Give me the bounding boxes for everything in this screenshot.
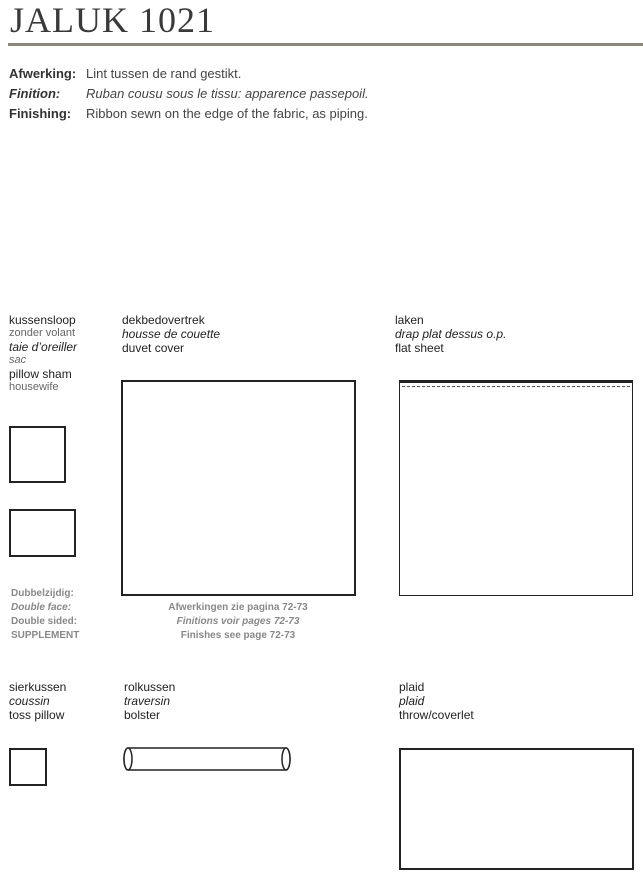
toss-pillow-nl: sierkussen (9, 680, 67, 694)
pillowcase-en-sub: housewife (9, 381, 59, 393)
double-nl: Dubbelzijdig: (11, 588, 74, 599)
finishing-text-fr: Ruban cousu sous le tissu: apparence passepoil. (86, 86, 369, 101)
double-sided-note (11, 587, 79, 643)
bolster-en: bolster (124, 708, 161, 722)
bolster-end-right (282, 748, 290, 770)
finishes-en: Finishes see page 72-73 (180, 630, 296, 641)
bolster-end-left (124, 748, 132, 770)
title-rule (8, 43, 643, 46)
finishes-nl: Afwerkingen zie pagina 72-73 (168, 602, 308, 613)
bolster-shape (120, 745, 294, 773)
duvet-nl: dekbedovertrek (122, 313, 205, 327)
pillowcase-nl: kussensloop (9, 313, 76, 327)
throw-labels (399, 680, 474, 722)
duvet-labels (122, 313, 220, 355)
throw-fr: plaid (399, 694, 425, 708)
double-en: Double sided: (11, 616, 78, 627)
sheet-fr: drap plat dessus o.p. (395, 327, 507, 341)
duvet-cover-shape (121, 380, 356, 596)
throw-shape (399, 748, 634, 870)
finishes-fr: Finitions voir pages 72-73 (176, 616, 300, 627)
pillowcase-square-shape (9, 426, 66, 483)
bolster-body (124, 748, 290, 770)
toss-pillow-en: toss pillow (9, 708, 65, 722)
supplement-label: SUPPLEMENT (11, 630, 80, 641)
bolster-labels (124, 680, 175, 722)
pillowcase-fr: taie d’oreiller (9, 340, 78, 354)
finishing-text-nl: Lint tussen de rand gestikt. (86, 66, 242, 81)
bolster-fr: traversin (124, 694, 171, 708)
sheet-labels (395, 313, 506, 355)
duvet-en: duvet cover (122, 341, 185, 355)
page-title: JALUK 1021 (10, 0, 215, 40)
throw-en: throw/coverlet (399, 708, 474, 722)
finishing-label-fr: Finition: (9, 86, 61, 101)
bolster-nl: rolkussen (124, 680, 176, 694)
flat-sheet-shape (399, 380, 633, 596)
finishing-label-nl: Afwerking: (9, 66, 77, 81)
toss-pillow-labels (9, 680, 66, 722)
duvet-fr: housse de couette (122, 327, 221, 341)
sheet-en: flat sheet (395, 341, 444, 355)
sheet-fold-line (402, 386, 630, 387)
pillowcase-labels (9, 313, 77, 394)
pillowcase-en: pillow sham (9, 367, 72, 381)
sheet-nl: laken (395, 313, 424, 327)
pillowcase-rect-shape (9, 509, 76, 557)
double-fr: Double face: (11, 602, 72, 613)
finishing-label-en: Finishing: (9, 106, 72, 121)
finishing-text-en: Ribbon sewn on the edge of the fabric, as piping. (86, 106, 368, 121)
finishes-note (120, 601, 356, 643)
pillowcase-nl-sub: zonder volant (9, 327, 76, 339)
toss-pillow-fr: coussin (9, 694, 50, 708)
toss-pillow-shape (9, 748, 47, 786)
throw-nl: plaid (399, 680, 425, 694)
pillowcase-fr-sub: sac (9, 354, 27, 366)
